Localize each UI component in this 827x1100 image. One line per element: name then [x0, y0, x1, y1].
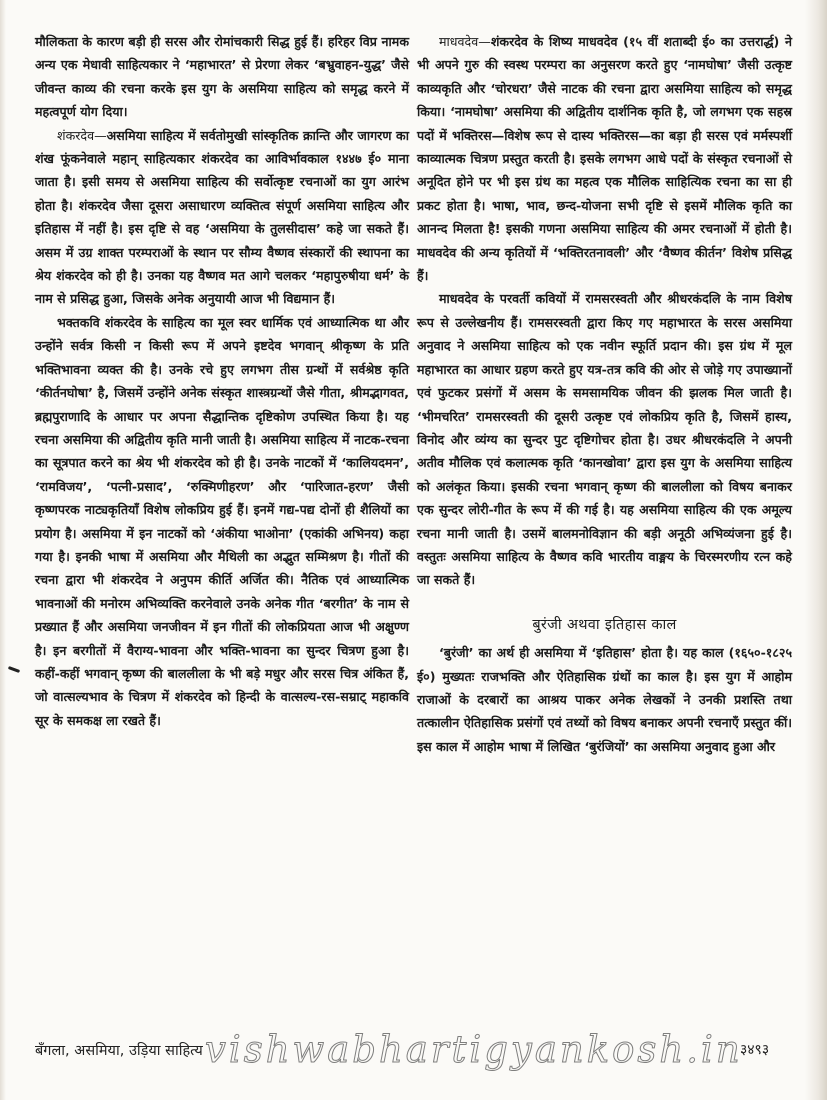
paragraph-text: मौलिकता के कारण बड़ी ही सरस और रोमांचकारी सिद्ध हुई हैं। हरिहर विप्र नामक अन्य एक मेधावी साहित्यकार ने ‘महाभारत’ से प्रेरणा लेकर ‘बभ्रुवाहन-युद्ध’ जैसे जीवन्त काव्य की रचना करके इस युग के असमिया साहित्य को समृद्ध करने में महत्वपूर्ण योग दिया।: [35, 34, 409, 120]
paragraph-lead-shankardev: शंकरदेव—: [57, 127, 107, 143]
page-left-edge-shadow: [0, 0, 6, 1100]
website-watermark: vishwabhartigyankosh.in: [205, 1028, 743, 1071]
paragraph-harihar-vipra: [35, 30, 409, 124]
paragraph-text: ‘बुरंजी’ का अर्थ ही असमिया में ‘इतिहास’ होता है। यह काल (१६५०-१८२५ ई०) मुख्यतः राजभक्ति और ऐतिहासिक ग्रंथों का काल है। इस युग में आहोम राजाओं के दरबारों का आश्रय पाकर अनेक लेखकों ने उनकी प्रशस्ति तथा तत्कालीन ऐतिहासिक प्रसंगों एवं तथ्यों को विषय बनाकर अपनी रचनाएँ प्रस्तुत कीं। इस काल में आहोम भाषा में लिखित ‘बुरंजियों’ का असमिया अनुवाद हुआ और: [417, 645, 792, 754]
paragraph-madhavdev: [417, 30, 792, 287]
paragraph-text: माधवदेव के परवर्ती कवियों में रामसरस्वती और श्रीधरकंदलि के नाम विशेष रूप से उल्लेखनीय हैं। रामसरस्वती द्वारा किए गए महाभारत के सरस असमिया अनुवाद ने असमिया साहित्य को एक नवीन स्फूर्ति प्रदान की। इस ग्रंथ में मूल महाभारत का आधार ग्रहण करते हुए यत्र-तत्र कवि की ओर से जोड़े गए उपाख्यानों एवं फुटकर प्रसंगों में असम के समसामयिक जीवन की झलक मिल जाती है। ‘भीमचरित’ रामसरस्वती की दूसरी उत्कृष्ट एवं लोकप्रिय कृति है, जिसमें हास्य, विनोद और व्यंग्य का सुन्दर पुट दृष्टिगोचर होता है। उधर श्रीधरकंदलि ने अपनी अतीव मौलिक एवं कलात्मक कृति ‘कानखोवा’ द्वारा इस युग के असमिया साहित्य को अलंकृत किया। इसकी रचना भगवान् कृष्ण की बाललीला को विषय बनाकर एक सुन्दर लोरी-गीत के रूप में की गई है। यह असमिया साहित्य की एक अमूल्य रचना मानी जाती है। उसमें बालमनोविज्ञान की बड़ी अनूठी अभिव्यंजना हुई है। वस्तुतः असमिया साहित्य के वैष्णव कवि भारतीय वाङ्मय के चिरस्मरणीय रत्न कहे जा सकते हैं।: [417, 291, 792, 588]
page-number: ३४९३: [740, 1042, 770, 1058]
paragraph-ramsaraswati: [417, 287, 792, 591]
margin-ink-mark: [8, 666, 20, 673]
paragraph-text: शंकरदेव के शिष्य माधवदेव (१५ वीं शताब्दी ई० का उत्तरार्द्ध) ने भी अपने गुरु की स्वस्थ परम्परा का अनुसरण करते हुए ‘नामघोषा’ जैसी उत्कृष्ट काव्यकृति और ‘चोरधरा’ जैसे नाटक की रचना द्वारा असमिया साहित्य को समृद्ध किया। ‘नामघोषा’ असमिया की अद्वितीय दार्शनिक कृति है, जो लगभग एक सहस्र पदों में भक्तिरस—विशेष रूप से दास्य भक्तिरस—का बड़ा ही सरस एवं मर्मस्पर्शी काव्यात्मक चित्रण प्रस्तुत करती है। इसके लगभग आधे पदों के संस्कृत रचनाओं से अनूदित होने पर भी इस ग्रंथ का महत्व एक मौलिक साहित्यिक रचना का सा ही प्रकट होता है। भाषा, भाव, छन्द-योजना सभी दृष्टि से इसमें मौलिक कृति का आनन्द मिलता है! इसकी गणना असमिया साहित्य की अमर रचनाओं में होती है। माधवदेव की अन्य कृतियों में ‘भक्तिरतनावली’ और ‘वैष्णव कीर्तन’ विशेष प्रसिद्ध हैं।: [417, 34, 792, 284]
paragraph-buranji: [417, 641, 792, 758]
section-heading-buranji: बुरंजी अथवा इतिहास काल: [532, 616, 677, 633]
page-right-edge-shadow: [805, 0, 827, 1100]
running-footer-title: बँगला, असमिया, उड़िया साहित्य: [35, 1043, 203, 1059]
paragraph-text: भक्तकवि शंकरदेव के साहित्य का मूल स्वर धार्मिक एवं आध्यात्मिक था और उन्होंने सर्वत्र किसी न किसी रूप में अपने इष्टदेव भगवान् श्रीकृष्ण के प्रति भक्तिभावना व्यक्त की है। उनके रचे हुए लगभग तीस ग्रन्थों में सर्वश्रेष्ठ कृति ‘कीर्तनघोषा’ है, जिसमें उन्होंने अनेक संस्कृत शास्त्रग्रन्थों जैसे गीता, श्रीमद्भागवत, ब्रह्मपुराणादि के आधार पर अपना सैद्धान्तिक दृष्टिकोण उपस्थित किया है। यह रचना असमिया की अद्वितीय कृति मानी जाती है। असमिया साहित्य में नाटक-रचना का सूत्रपात करने का श्रेय भी शंकरदेव को ही है। उनके नाटकों में ‘कालियदमन’, ‘रामविजय’, ‘पत्नी-प्रसाद’, ‘रुक्मिणीहरण’ और ‘पारिजात-हरण’ जैसी कृष्णपरक नाट्यकृतियाँ विशेष लोकप्रिय हुई हैं। इनमें गद्य-पद्य दोनों ही शैलियों का प्रयोग है। असमिया में इन नाटकों को ‘अंकीया भाओना’ (एकांकी अभिनय) कहा गया है। इनकी भाषा में असमिया और मैथिली का अद्भुत सम्मिश्रण है। गीतों की रचना द्वारा भी शंकरदेव ने अनुपम कीर्ति अर्जित की। नैतिक एवं आध्यात्मिक भावनाओं की मनोरम अभिव्यक्ति करनेवाले उनके अनेक गीत ‘बरगीत’ के नाम से प्रख्यात हैं और असमिया जनजीवन में इन गीतों की लोकप्रियता आज भी अक्षुण्ण है। इन बरगीतों में वैराग्य-भावना और भक्ति-भावना का सुन्दर चित्रण हुआ है। कहीं-कहीं भगवान् कृष्ण की बाललीला के भी बड़े मधुर और सरस चित्र अंकित हैं, जो वात्सल्यभाव के चित्रण में शंकरदेव को हिन्दी के वात्सल्य-रस-सम्राट् महाकवि सूर के समकक्ष ला रखते हैं।: [35, 314, 409, 728]
right-column: [417, 30, 792, 758]
paragraph-bhaktkavi-shankardev: [35, 311, 409, 732]
paragraph-lead-madhavdev: माधवदेव—: [439, 34, 491, 49]
paragraph-shankardev: [35, 124, 409, 311]
paragraph-text: असमिया साहित्य में सर्वतोमुखी सांस्कृतिक क्रान्ति और जागरण का शंख फूंकनेवाले महान् साहित्यकार शंकरदेव का आविर्भावकाल १४४७ ई० माना जाता है। इसी समय से असमिया साहित्य की सर्वोत्कृष्ट रचनाओं का युग आरंभ होता है। शंकरदेव जैसा दूसरा असाधारण व्यक्तित्व संपूर्ण असमिया साहित्य और इतिहास में नहीं है। इस दृष्टि से वह ‘असमिया के तुलसीदास’ कहे जा सकते हैं। असम में उग्र शाक्त परम्पराओं के स्थान पर सौम्य वैष्णव संस्कारों की स्थापना का श्रेय शंकरदेव को ही है। उनका यह वैष्णव मत आगे चलकर ‘महापुरुषीया धर्म’ के नाम से प्रसिद्ध हुआ, जिसके अनेक अनुयायी आज भी विद्यमान हैं।: [35, 127, 409, 307]
left-column: [35, 30, 409, 732]
